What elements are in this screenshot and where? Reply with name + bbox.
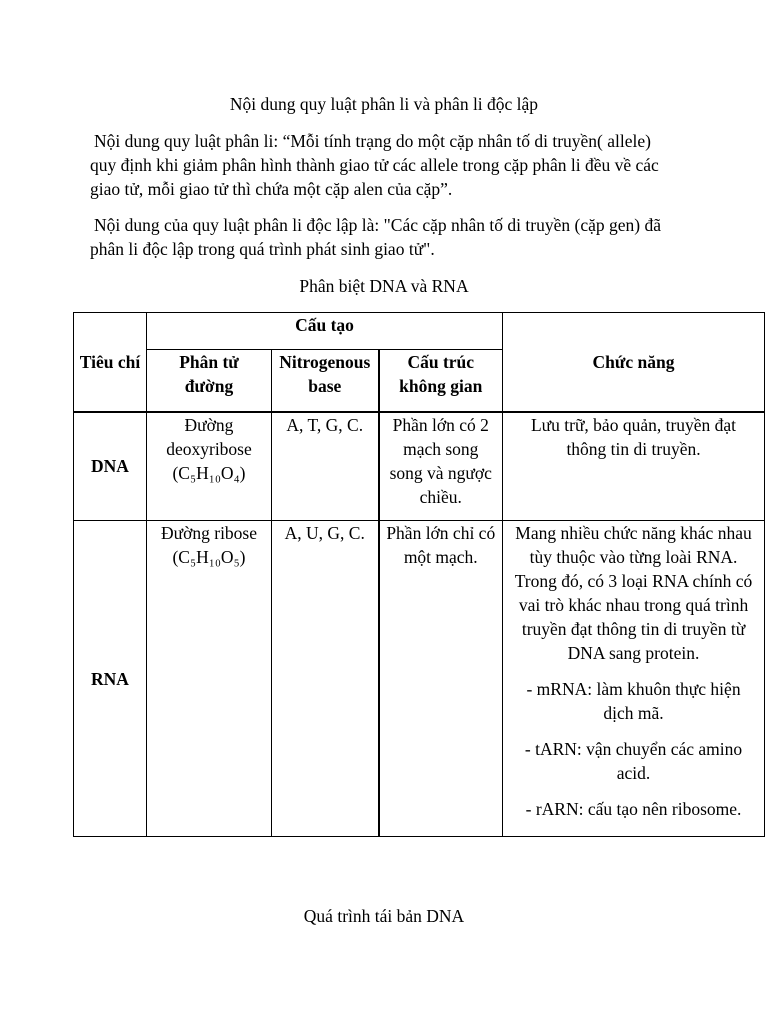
section-title: Nội dung quy luật phân li và phân li độc lập — [229, 94, 539, 114]
row-label: DNA — [74, 412, 147, 521]
header-nitrogenous-base: Nitrogenous base — [272, 350, 379, 412]
structure-cell: Phần lớn có 2 mạch song song và ngược chiều. — [379, 412, 503, 521]
row-label: RNA — [74, 521, 147, 837]
header-structure-group: Cấu tạo — [147, 313, 503, 350]
header-sugar: Phân tử đường — [147, 350, 272, 412]
function-item-mrna: - mRNA: làm khuôn thực hiện dịch mã. — [526, 679, 741, 723]
table-row — [74, 412, 765, 521]
structure-cell: Phần lớn chỉ có một mạch. — [379, 521, 503, 837]
function-item-trna: - tARN: vận chuyển các amino acid. — [524, 739, 743, 783]
independent-assortment-paragraph: Nội dung của quy luật phân li độc lập là: "Các cặp nhân tố di truyền (cặp gen) đã phân li độc lập trong quá trình phát sinh giao tử". — [90, 215, 661, 259]
function-item-rrna: - rARN: cấu tạo nên ribosome. — [525, 799, 742, 819]
function-text: Mang nhiều chức năng khác nhau tùy thuộc vào từng loài RNA. Trong đó, có 3 loại RNA chính có vai trò khác nhau trong quá trình truyền đạt thông tin di truyền từ DNA sang protein. — [514, 523, 753, 663]
function-cell — [503, 412, 765, 521]
header-criteria: Tiêu chí — [74, 313, 147, 412]
sugar-cell: Đường deoxyribose (C₅H₁₀O₄) — [147, 412, 272, 521]
function-cell — [503, 521, 765, 837]
bases-cell: A, T, G, C. — [272, 412, 379, 521]
sugar-cell: Đường ribose (C₅H₁₀O₅) — [147, 521, 272, 837]
bases-cell: A, U, G, C. — [272, 521, 379, 837]
function-text: Lưu trữ, bảo quản, truyền đạt thông tin di truyền. — [530, 414, 737, 459]
dna-rna-comparison-table — [73, 312, 765, 837]
table-row — [74, 521, 765, 837]
table-header-row — [74, 313, 765, 350]
header-spatial-structure: Cấu trúc không gian — [379, 350, 503, 412]
header-function: Chức năng — [503, 313, 765, 412]
segregation-law-paragraph: Nội dung quy luật phân li: “Mỗi tính trạng do một cặp nhân tố di truyền( allele) quy định khi giảm phân hình thành giao tử các allele trong cặp phân li đều về các giao tử, mỗi giao tử thì chứa một cặp alen của cặp”. — [90, 131, 659, 199]
next-section-heading: Quá trình tái bản DNA — [303, 906, 465, 926]
comparison-heading: Phân biệt DNA và RNA — [299, 276, 469, 296]
